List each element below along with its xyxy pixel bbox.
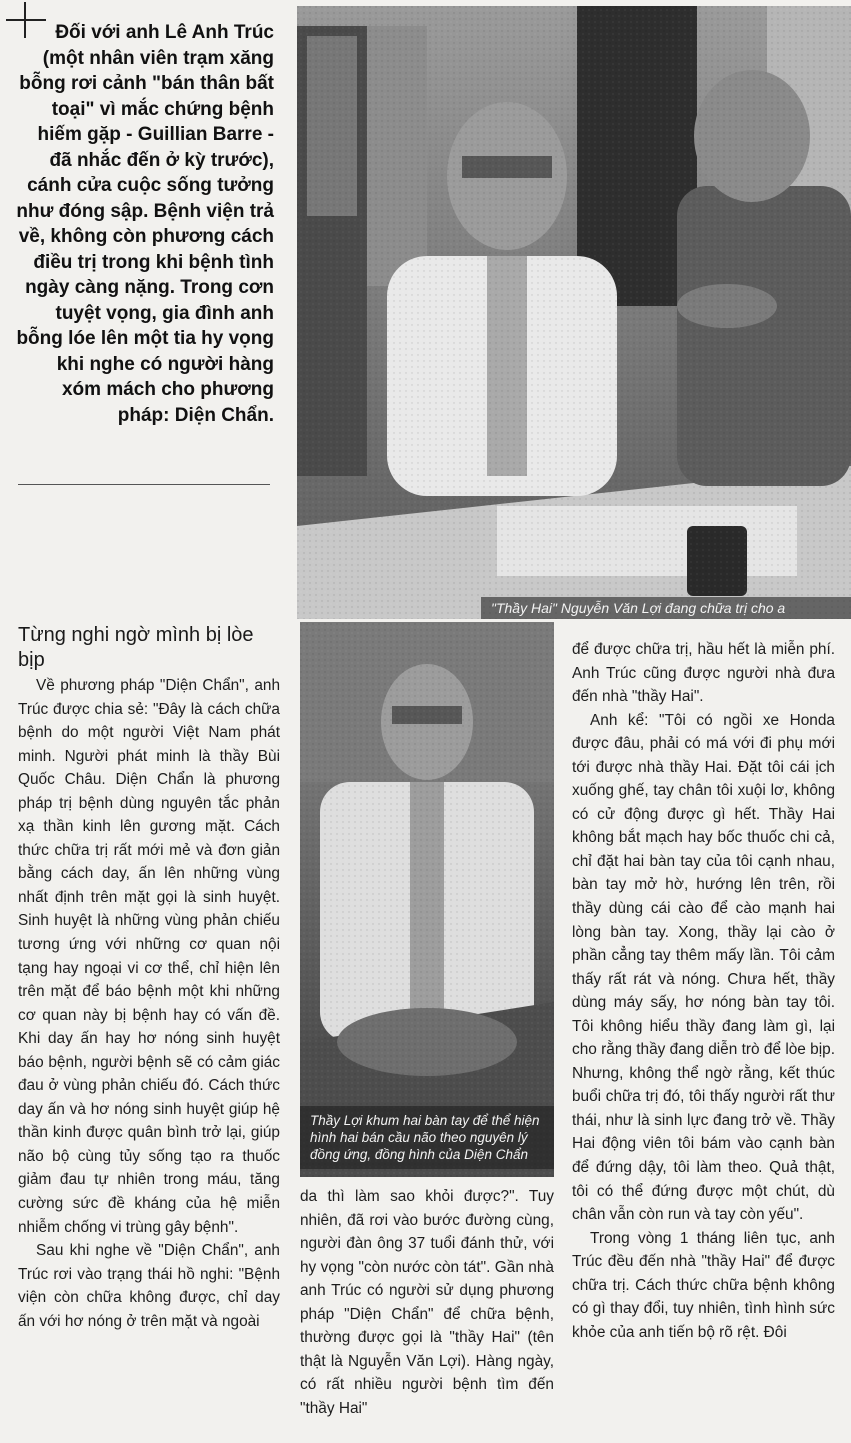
photo-bottom xyxy=(300,622,554,1177)
divider xyxy=(18,484,270,485)
column-3-paragraph-3: Trong vòng 1 tháng liên tục, anh Trúc đều đến nhà "thầy Hai" để được chữa trị. Cách thức chữa bệnh không có gì thay đổi, tuy nhiên, tình hình sức khỏe của anh tiến bộ rõ rệt. Đôi xyxy=(572,1229,835,1341)
column-2-paragraph-1: da thì làm sao khỏi được?". Tuy nhiên, đã rơi vào bước đường cùng, người đàn ông 37 tuổi đánh thử, với hy vọng "còn nước còn tát". Gần nhà anh Trúc có người sử dụng phương pháp "Diện Chẩn" để chữa bệnh, thường được gọi là "thầy Hai" (tên thật là Nguyễn Văn Lợi). Hàng ngày, có rất nhiều người bệnh tìm đến "thầy Hai" xyxy=(300,1188,554,1417)
photo-bottom-image xyxy=(300,622,554,1177)
column-1 xyxy=(18,674,280,1333)
lead-paragraph: Đối với anh Lê Anh Trúc (một nhân viên trạm xăng bỗng rơi cảnh "bán thân bất toại" vì mắc chứng bệnh hiếm gặp - Guillian Barre - đã nhắc đến ở kỳ trước), cánh cửa cuộc sống tưởng như đóng sập. Bệnh viện trả về, không còn phương cách điều trị trong khi bệnh tình ngày càng nặng. Trong cơn tuyệt vọng, gia đình anh bỗng lóe lên một tia hy vọng khi nghe có người hàng xóm mách cho phương pháp: Diện Chẩn. xyxy=(16,22,274,426)
column-1-paragraph-2: Sau khi nghe về "Diện Chẩn", anh Trúc rơi vào trạng thái hồ nghi: "Bệnh viện còn chữa không được, chỉ day ấn với hơ nóng ở trên mặt và ngoài xyxy=(18,1242,280,1330)
photo-top-image xyxy=(297,6,851,619)
column-1-paragraph-1: Về phương pháp "Diện Chẩn", anh Trúc được chia sẻ: "Đây là cách chữa bệnh do một người Việt Nam phát minh. Người phát minh là thầy Bùi Quốc Châu. Diện Chẩn là phương pháp trị bệnh dùng nguyên tắc phản xạ thần kinh lên gương mặt. Cách thức chữa trị rất mới mẻ và đơn giản bằng cách day, ấn lên những vùng nhất định trên mặt gọi là sinh huyệt. Sinh huyệt là những vùng phản chiếu tương ứng với những cơ quan nội tạng hay ngoại vi cơ thể, chỉ hiện lên trên mặt để báo bệnh một khi những cơ quan này bị bệnh hay có vấn đề. Khi day ấn hay hơ nóng sinh huyệt báo bệnh, người bệnh sẽ có cảm giác đau ở vùng phản chiếu đó. Cách thức day ấn và hơ nóng sinh huyệt giúp hệ thần kinh được quân bình trở lại, giúp não bộ cùng tủy sống tạo ra thuốc giảm đau tự nhiên trong máu, tăng cường sức đề kháng của hệ miễn nhiễm chống vi trùng gây bệnh". xyxy=(18,677,280,1236)
column-2 xyxy=(300,1185,554,1420)
photo-top xyxy=(297,6,851,619)
column-3 xyxy=(572,638,835,1344)
section-heading: Từng nghi ngờ mình bị lòe bịp xyxy=(18,624,254,671)
column-3-paragraph-2: Anh kể: "Tôi có ngồi xe Honda được đâu, phải có má với đi phụ mới tới được nhà thầy Hai. Đặt tôi cái ịch xuống ghế, tay chân tôi xuội lơ, không có cử động được gì hết. Thầy Hai không bắt mạch hay bốc thuốc chi cả, chỉ đặt hai bàn tay của tôi cạnh nhau, bàn tay mở hờ, hướng lên trên, rồi thầy dùng cái cào để cào mạnh hai lòng bàn tay. Xong, thầy lại cào ở phần cẳng tay thêm mấy lần. Tôi cảm thấy rất rát và nóng. Chưa hết, thầy dùng máy sấy, hơ nóng bàn tay tôi. Tôi không hiểu thầy đang làm gì, lại cho rằng thầy đang diễn trò để lòe bịp. Nhưng, không thể ngờ rằng, kết thúc buổi chữa trị đó, tôi thấy người rất thư thái, như là sinh lực đang trở về. Thầy Hai động viên tôi bám vào cạnh bàn để đứng dậy, tôi làm theo. Quả thật, tôi có thể đứng được một chút, dù chân vẫn còn run và tay còn yếu". xyxy=(572,711,835,1224)
column-3-paragraph-1: để được chữa trị, hầu hết là miễn phí. Anh Trúc cũng được người nhà đưa đến nhà "thầy Hai". xyxy=(572,641,835,706)
photo-bottom-caption: Thầy Lợi khum hai bàn tay để thể hiện hình hai bán cầu não theo nguyên lý đồng ứng, đồng hình của Diện Chẩn xyxy=(300,1106,554,1169)
photo-top-caption: "Thầy Hai" Nguyễn Văn Lợi đang chữa trị cho a xyxy=(481,597,851,619)
